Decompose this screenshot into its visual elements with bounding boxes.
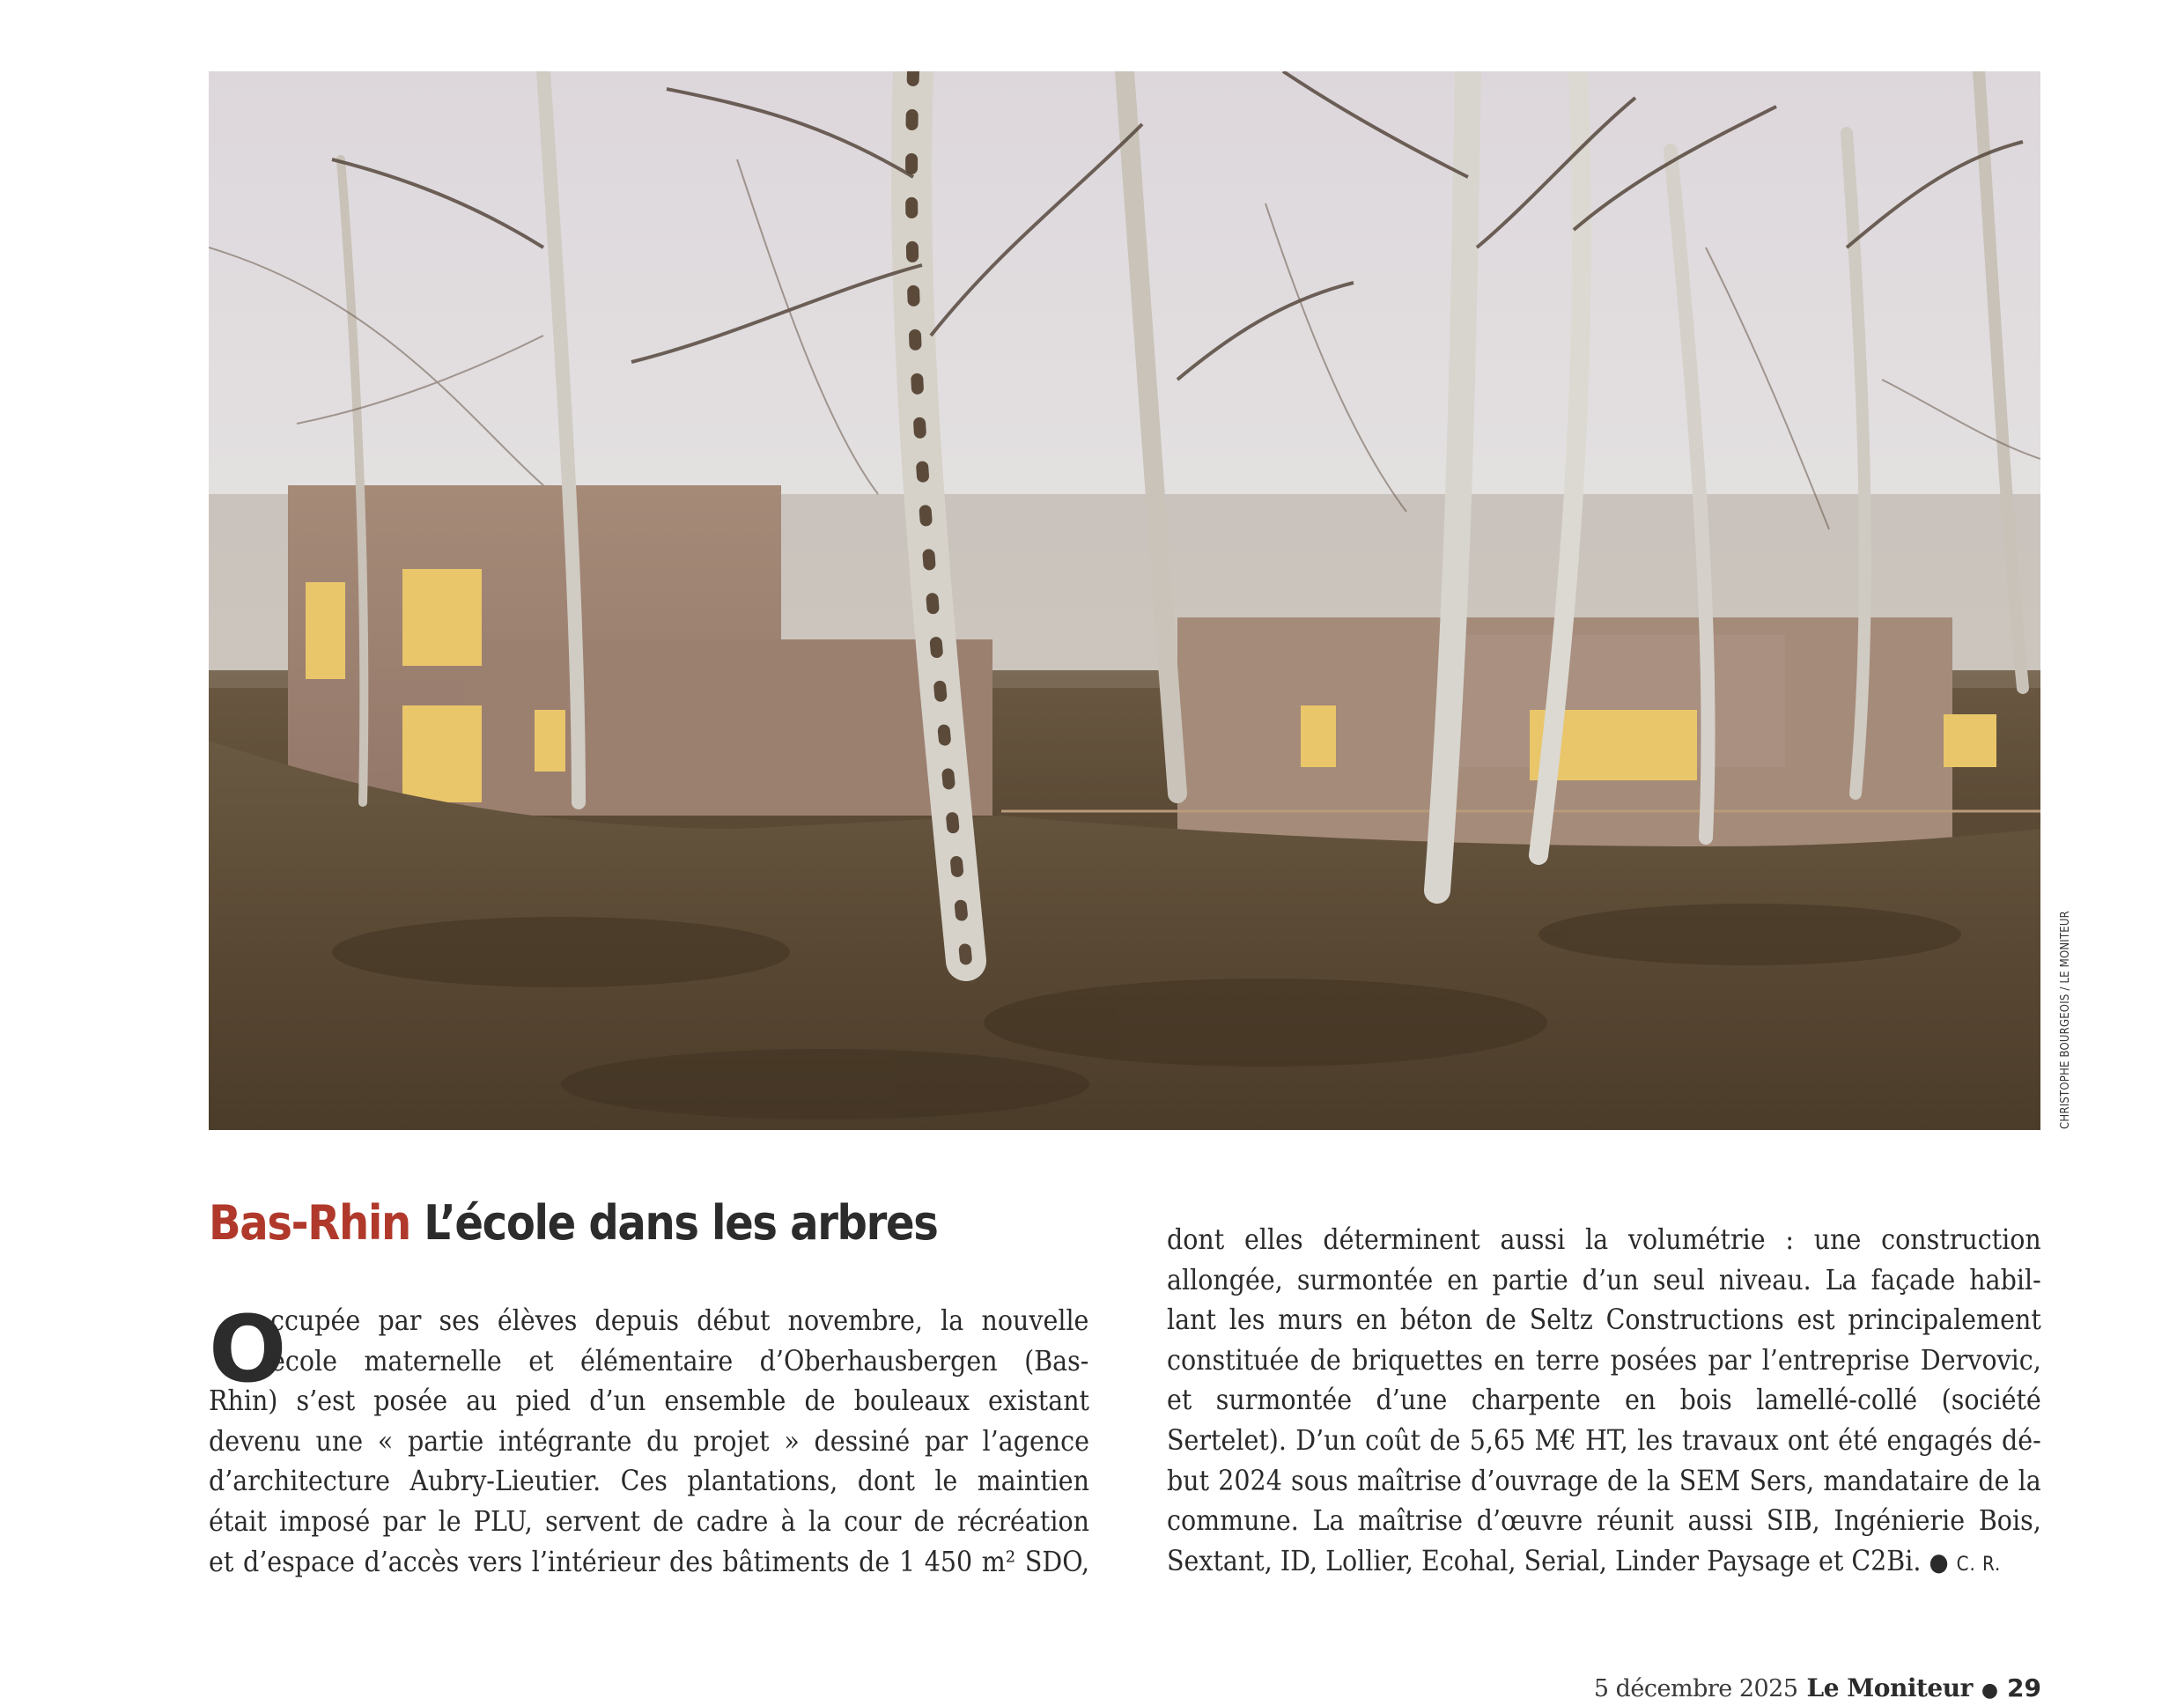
- body-line: école maternelle et élémentaire d’Oberhausbergen (Bas-: [270, 1345, 1089, 1377]
- article-column-1: [209, 1296, 1090, 1583]
- footer-bullet: ●: [1981, 1680, 1999, 1702]
- magazine-name: Le Moniteur: [1806, 1673, 1973, 1702]
- body-line: lant les murs en béton de Seltz Constructions est principalement: [1167, 1304, 2041, 1337]
- body-line: dont elles déterminent aussi la volumétrie : une construction: [1167, 1224, 2041, 1256]
- body-line: but 2024 sous maîtrise d’ouvrage de la SEM Sers, mandataire de la: [1167, 1465, 2041, 1497]
- body-line: devenu une « partie intégrante du projet » dessiné par l’agence: [209, 1425, 1090, 1458]
- body-line-text: Sextant, ID, Lollier, Ecohal, Serial, Linder Paysage et C2Bi.: [1167, 1545, 1922, 1577]
- article-headline: [209, 1195, 938, 1251]
- body-line: ccupée par ses élèves depuis début novembre, la nouvelle: [270, 1305, 1089, 1337]
- body-line: Rhin) s’est posée au pied d’un ensemble de bouleaux existant: [209, 1385, 1090, 1418]
- body-line: et d’espace d’accès vers l’intérieur des bâtiments de 1 450 m² SDO,: [209, 1546, 1090, 1578]
- body-line-last: [1167, 1542, 2041, 1585]
- headline-kicker: Bas-Rhin: [209, 1195, 410, 1251]
- body-line: était imposé par le PLU, servent de cadre à la cour de récréation: [209, 1505, 1090, 1538]
- body-line: et surmontée d’une charpente en bois lamellé-collé (société: [1167, 1385, 2041, 1417]
- body-line: allongée, surmontée en partie d’un seul niveau. La façade habil-: [1167, 1264, 2041, 1296]
- drop-cap: O: [209, 1296, 287, 1403]
- body-line: d’architecture Aubry-Lieutier. Ces plantations, dont le maintien: [209, 1466, 1090, 1498]
- issue-date: 5 décembre 2025: [1593, 1675, 1798, 1702]
- page-number: 29: [2007, 1673, 2041, 1702]
- body-line: constituée de briquettes en terre posées par l’entreprise Dervovic,: [1167, 1344, 2041, 1377]
- headline-title: L’école dans les arbres: [424, 1195, 938, 1251]
- body-line: commune. La maîtrise d’œuvre réunit aussi SIB, Ingénierie Bois,: [1167, 1505, 2041, 1538]
- author-byline: C. R.: [1956, 1553, 2002, 1576]
- photo-credit: CHRISTOPHE BOURGEOIS / LE MONITEUR: [2059, 911, 2072, 1129]
- article-column-2: [1167, 1221, 2041, 1584]
- article-photo: [209, 71, 2040, 1130]
- page-footer: [1593, 1673, 2041, 1702]
- body-line: Sertelet). D’un coût de 5,65 M€ HT, les travaux ont été engagés dé-: [1167, 1424, 2041, 1457]
- byline-bullet: ●: [1929, 1547, 1949, 1577]
- school-among-birch-trees-photo: [209, 71, 2040, 1130]
